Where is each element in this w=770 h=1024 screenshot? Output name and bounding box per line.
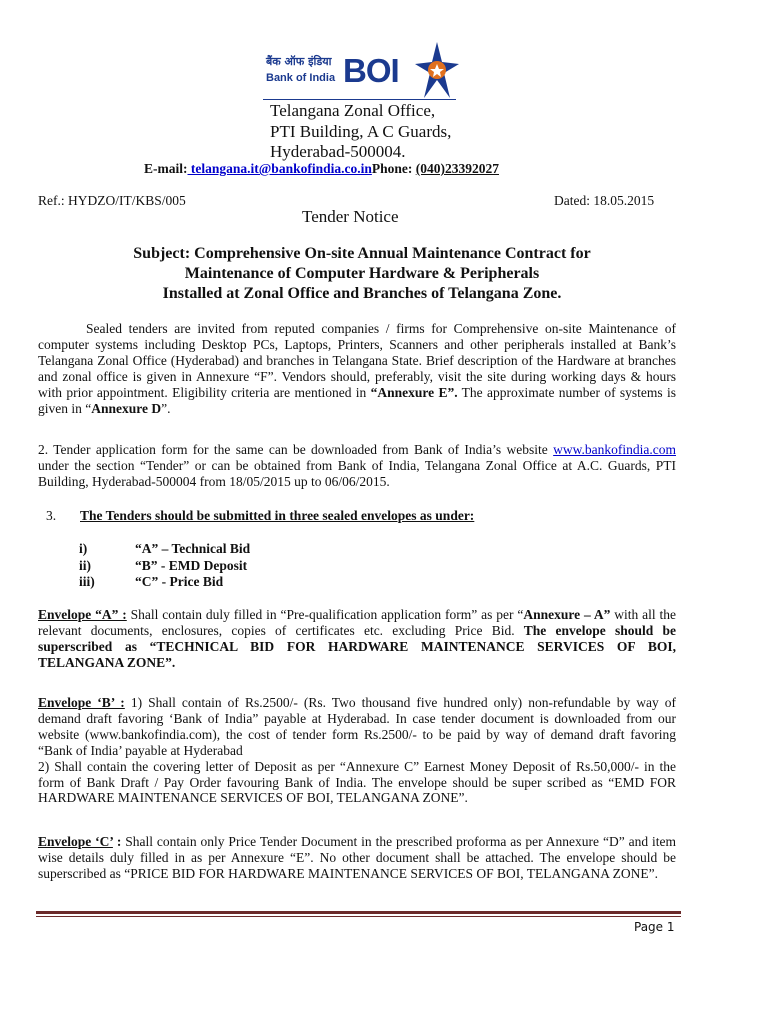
star-icon — [413, 40, 461, 100]
annexure-a-ref: Annexure – A” — [523, 607, 611, 622]
bid-label: “C” - Price Bid — [135, 574, 224, 589]
envelope-a-text1: Shall contain duly filled in “Pre-qualification application form” as per “ — [126, 607, 524, 622]
email-link[interactable]: telangana.it@bankofindia.co.in — [187, 161, 372, 176]
phone-number: (040)23392027 — [415, 161, 499, 176]
envelope-c-text: Shall contain only Price Tender Document in the prescribed proforma as per Annexure “D” and item wise details duly filled in as per Annexure “E”. No other document shall be attached. The envelope should be superscribed as “PRICE BID FOR HARDWARE MAINTENANCE SERVICES OF BOI, TELANGANA ZONE”. — [38, 834, 676, 881]
subject-heading — [60, 244, 664, 304]
email-label: E-mail: — [144, 161, 188, 176]
annexure-d-ref: Annexure D — [91, 400, 162, 416]
paragraph-1 — [38, 321, 676, 416]
para1-end: ”. — [161, 400, 171, 416]
footer-divider-thick — [36, 911, 681, 914]
page-number: Page 1 — [634, 920, 675, 934]
envelope-c-label: Envelope ‘C’ — [38, 834, 113, 849]
phone-label: Phone: — [371, 161, 413, 176]
envelope-b-text2: 2) Shall contain the covering letter of Deposit as per “Annexure C” Earnest Money Deposit of Rs.50,000/- in the form of Bank Draft / Pay Order favouring Bank of India. The envelope should be super scribed as “EMD FOR HARDWARE MAINTENANCE SERVICES OF BOI, TELANGANA ZONE”. — [38, 758, 676, 806]
envelope-a-paragraph — [38, 607, 676, 671]
envelope-b-text1: 1) Shall contain of Rs.2500/- (Rs. Two thousand five hundred only) non-refundable by way of demand draft favoring ‘Bank of India” payable at Hyderabad. In case tender document is downloaded from our website (www.bankofindia.com), the cost of tender form Rs.2500/- to be paid by way of demand draft favoring “Bank of India’ payable at Hyderabad — [38, 695, 676, 758]
section-3-heading — [46, 508, 475, 524]
tender-notice-title: Tender Notice — [302, 207, 399, 226]
subject-line-3: Installed at Zonal Office and Branches of Telangana Zone. — [162, 285, 562, 302]
office-line-1: Telangana Zonal Office, — [270, 101, 436, 120]
bid-num: iii) — [79, 574, 95, 589]
bid-num: i) — [79, 541, 88, 556]
document-date: Dated: 18.05.2015 — [554, 193, 655, 208]
bank-logo — [263, 46, 459, 102]
para2-rest: under the section “Tender” or can be obtained from Bank of India, Telangana Zonal Office at A.C. Guards, PTI Building, Hyderabad-500004 from 18/05/2015 up to 06/06/2015. — [38, 457, 676, 489]
logo-hindi-text: बैंक ऑफ इंडिया — [266, 55, 332, 68]
subject-line-1: Subject: Comprehensive On-site Annual Maintenance Contract for — [133, 245, 591, 262]
subject-line-2: Maintenance of Computer Hardware & Peripherals — [184, 265, 540, 282]
office-line-3: Hyderabad-500004. — [270, 142, 406, 161]
logo-english-text: Bank of India — [266, 72, 336, 84]
section-3-number: 3. — [46, 508, 57, 523]
bid-num: ii) — [79, 557, 91, 573]
para1-mid: The approximate number of systems is given in “ — [38, 384, 676, 416]
envelope-a-superscription: The envelope should be superscribed as “TECHNICAL BID FOR HARDWARE MAINTENANCE SERVICES OF BOI, TELANGANA ZONE”. — [38, 622, 676, 670]
office-address — [270, 101, 451, 163]
envelope-b-paragraph — [38, 695, 676, 806]
logo-boi-mark: BOI — [343, 52, 399, 89]
section-3-title: The Tenders should be submitted in three sealed envelopes as under: — [80, 508, 475, 523]
footer-divider-thin — [36, 916, 681, 917]
header-divider — [263, 99, 456, 100]
envelope-b-label: Envelope ‘B’ : — [38, 695, 125, 710]
para1-text: Sealed tenders are invited from reputed companies / firms for Comprehensive on-site Maintenance of computer systems including Desktop PCs, Laptops, Printers, Scanners and other peripherals installed at Bank’s Telangana Zonal Office (Hyderabad) and branches in Telangana State. Brief description of the Hardware at branches and zonal office is given in Annexure “F”. Vendors should, preferably, visit the site during working days & hours with prior appointment. Eligibility criteria are mentioned in — [38, 321, 676, 400]
bid-label: “B” - EMD Deposit — [135, 557, 248, 573]
paragraph-2 — [38, 442, 676, 490]
reference-number: Ref.: HYDZO/IT/KBS/005 — [38, 193, 186, 208]
contact-line — [144, 161, 499, 177]
bid-label: “A” – Technical Bid — [135, 541, 251, 556]
envelope-c-paragraph — [38, 834, 676, 882]
para2-start: 2. Tender application form for the same can be downloaded from Bank of India’s website — [38, 442, 554, 457]
envelope-a-label: Envelope “A” : — [38, 607, 127, 622]
annexure-e-ref: “Annexure E”. — [370, 384, 458, 400]
envelope-a-text2: with all the relevant documents, enclosures, copies of certificates etc. excluding Price Bid. — [38, 607, 677, 638]
envelope-c-colon: : — [112, 834, 122, 849]
office-line-2: PTI Building, A C Guards, — [270, 121, 452, 141]
website-link[interactable]: www.bankofindia.com — [553, 442, 676, 457]
